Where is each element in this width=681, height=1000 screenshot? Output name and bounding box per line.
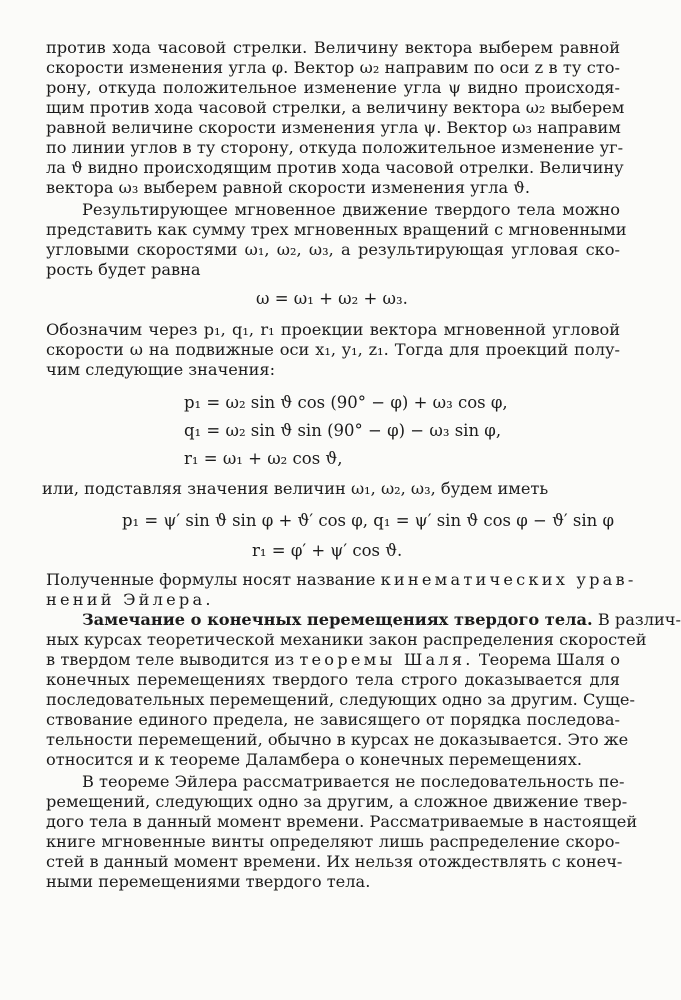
remark-text: в твердом теле выводится из [46, 650, 295, 669]
text-line: относится и к теореме Даламбера о конечных перемещениях. [46, 750, 582, 769]
text-line [46, 590, 620, 610]
text-line: вектора ω₃ выберем равной скорости изменения угла ϑ. [46, 178, 530, 197]
text-line: тельности перемещений, обычно в курсах не доказывается. Это же [46, 730, 629, 749]
text-line: скорости изменения угла φ. Вектор ω₂ направим по оси z в ту сто- [46, 58, 620, 77]
text-line: угловыми скоростями ω₁, ω₂, ω₃, а результирующая угловая ско- [46, 240, 620, 259]
text-line: представить как сумму трех мгновенных вращений с мгновенными [46, 220, 627, 239]
formula-r1-final: r₁ = φ′ + ψ′ cos ϑ. [252, 541, 403, 560]
formula-p1-q1: p₁ = ψ′ sin ϑ sin φ + ϑ′ cos φ, q₁ = ψ′ sin ϑ cos φ − ϑ′ sin φ [122, 511, 615, 530]
formula-q1: q₁ = ω₂ sin ϑ sin (90° − φ) − ω₃ sin φ, [184, 421, 502, 440]
text-line: ствование единого предела, не зависящего от порядка последова- [46, 710, 620, 729]
text-line: равной величине скорости изменения угла ψ. Вектор ω₃ направим [46, 118, 621, 137]
text-line: чим следующие значения: [46, 360, 276, 379]
formula-omega-sum: ω = ω₁ + ω₂ + ω₃. [256, 289, 408, 308]
text-line: ных курсах теоретической механики закон распределения скоростей [46, 630, 647, 649]
text-line: конечных перемещениях твердого тела строго доказывается для [46, 670, 620, 689]
text-line: Результирующее мгновенное движение твердого тела можно [82, 200, 620, 219]
text-line: ными перемещениями твердого тела. [46, 872, 371, 891]
remark-heading: Замечание о конечных перемещениях твердого тела. [82, 610, 593, 629]
remark-text: В различ- [597, 610, 681, 629]
remark-text: Теорема Шаля о [478, 650, 620, 669]
text-line: книге мгновенные винты определяют лишь распределение скоро- [46, 832, 620, 851]
text-line: последовательных перемещений, следующих одно за другим. Суще- [46, 690, 635, 709]
text-line [82, 610, 681, 630]
euler-text: Полученные формулы носят название [46, 570, 376, 589]
text-line: против хода часовой стрелки. Величину вектора выберем равной [46, 38, 620, 57]
text-line: ла ϑ видно происходящим против хода часовой отрелки. Величину [46, 158, 624, 177]
text-line: по линии углов в ту сторону, откуда положительное изменение уг- [46, 138, 624, 157]
euler-term: кинематических урав- [380, 570, 637, 589]
text-line: щим против хода часовой стрелки, а величину вектора ω₂ выберем [46, 98, 625, 117]
text-line: Обозначим через p₁, q₁, r₁ проекции вектора мгновенной угловой [46, 320, 620, 339]
text-line: ремещений, следующих одно за другим, а сложное движение твер- [46, 792, 628, 811]
remark-term: теоремы Шаля. [299, 650, 474, 669]
text-line: или, подставляя значения величин ω₁, ω₂, ω₃, будем иметь [42, 479, 549, 498]
formula-p1: p₁ = ω₂ sin ϑ cos (90° − φ) + ω₃ cos φ, [184, 393, 508, 412]
text-line: В теореме Эйлера рассматривается не последовательность пе- [82, 772, 625, 791]
text-line: стей в данный момент времени. Их нельзя отождествлять с конеч- [46, 852, 623, 871]
text-line: скорости ω на подвижные оси x₁, y₁, z₁. Тогда для проекций полу- [46, 340, 620, 359]
formula-r1: r₁ = ω₁ + ω₂ cos ϑ, [184, 449, 343, 468]
euler-term: нений Эйлера. [46, 590, 214, 609]
text-line: рость будет равна [46, 260, 201, 279]
text-line [46, 650, 620, 670]
text-line [46, 570, 637, 590]
text-line: рону, откуда положительное изменение угла ψ видно происходя- [46, 78, 620, 97]
text-line: дого тела в данный момент времени. Рассматриваемые в настоящей [46, 812, 638, 831]
